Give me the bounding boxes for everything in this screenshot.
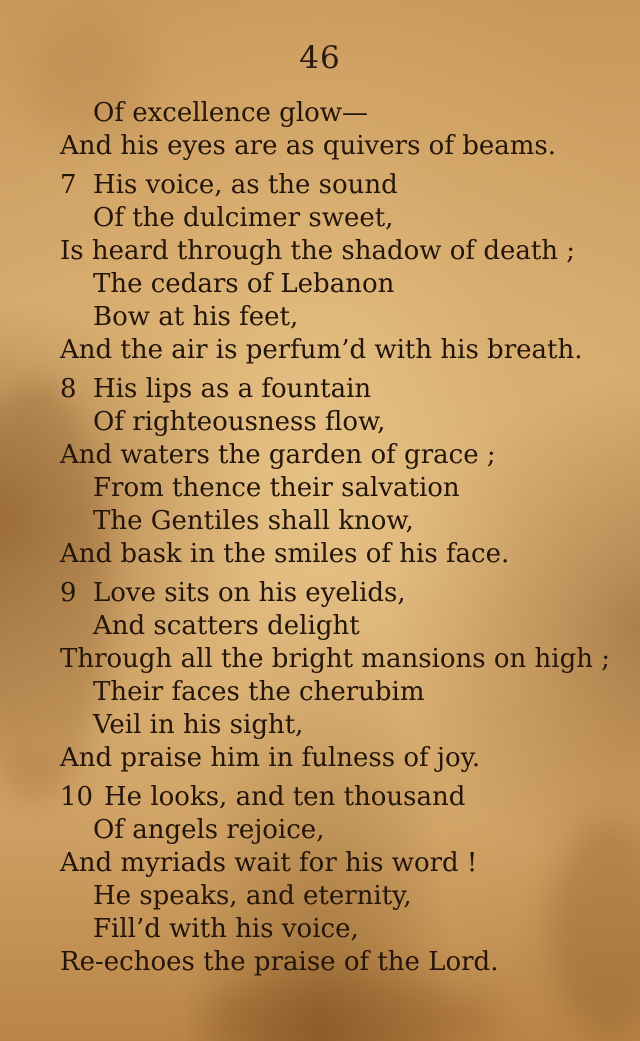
verse-line (60, 814, 630, 847)
verse-line (60, 130, 630, 163)
paper-stain (200, 980, 500, 1041)
verse-line (60, 946, 630, 979)
verse-line (60, 538, 630, 571)
line-text: Veil in his sight, (93, 710, 304, 740)
line-text: Their faces the cherubim (93, 677, 425, 707)
verse-number: 8 (60, 374, 77, 404)
line-text: And bask in the smiles of his face. (60, 539, 510, 569)
verse (60, 781, 630, 979)
line-text: He speaks, and eternity, (93, 881, 412, 911)
verse-line (60, 847, 630, 880)
verse-line (60, 643, 630, 676)
line-text: Of righteousness flow, (93, 407, 386, 437)
verse (60, 169, 630, 367)
verse-line (60, 169, 630, 202)
verse (60, 97, 630, 163)
line-text: He looks, and ten thousand (104, 782, 466, 812)
verse-line (60, 373, 630, 406)
verse-number: 7 (60, 170, 77, 200)
line-text: Of the dulcimer sweet, (93, 203, 394, 233)
line-text: Through all the bright mansions on high ; (60, 644, 610, 674)
verse-line (60, 301, 630, 334)
line-text: And scatters delight (93, 611, 360, 641)
line-text: And praise him in fulness of joy. (60, 743, 481, 773)
verse-line (60, 742, 630, 775)
line-text: Love sits on his eyelids, (93, 578, 406, 608)
line-text: Re-echoes the praise of the Lord. (60, 947, 499, 977)
verse-line (60, 472, 630, 505)
line-text: His lips as a fountain (93, 374, 372, 404)
line-text: And myriads wait for his word ! (60, 848, 478, 878)
verse (60, 577, 630, 775)
verse-line (60, 781, 630, 814)
line-text: And the air is perfum’d with his breath. (60, 335, 583, 365)
verse (60, 373, 630, 571)
verse-line (60, 268, 630, 301)
verse-line (60, 505, 630, 538)
verse-line (60, 202, 630, 235)
line-text: Of angels rejoice, (93, 815, 325, 845)
line-text: Is heard through the shadow of death ; (60, 236, 576, 266)
line-text: His voice, as the sound (93, 170, 398, 200)
line-text: Bow at his feet, (93, 302, 299, 332)
verse-number: 10 (60, 782, 94, 812)
verse-line (60, 709, 630, 742)
line-text: Of excellence glow— (93, 98, 369, 128)
line-text: From thence their salvation (93, 473, 460, 503)
line-text: The cedars of Lebanon (93, 269, 395, 299)
verse-line (60, 880, 630, 913)
page-number: 46 (299, 40, 341, 76)
verse-line (60, 610, 630, 643)
verse-line (60, 334, 630, 367)
verse-line (60, 97, 630, 130)
verse-line (60, 439, 630, 472)
verse-number: 9 (60, 578, 77, 608)
verse-line (60, 406, 630, 439)
verse-line (60, 577, 630, 610)
verse-line (60, 913, 630, 946)
verse-line (60, 235, 630, 268)
line-text: And his eyes are as quivers of beams. (60, 131, 557, 161)
line-text: And waters the garden of grace ; (60, 440, 496, 470)
line-text: Fill’d with his voice, (93, 914, 359, 944)
hymn-text (60, 97, 630, 979)
verse-line (60, 676, 630, 709)
line-text: The Gentiles shall know, (93, 506, 414, 536)
